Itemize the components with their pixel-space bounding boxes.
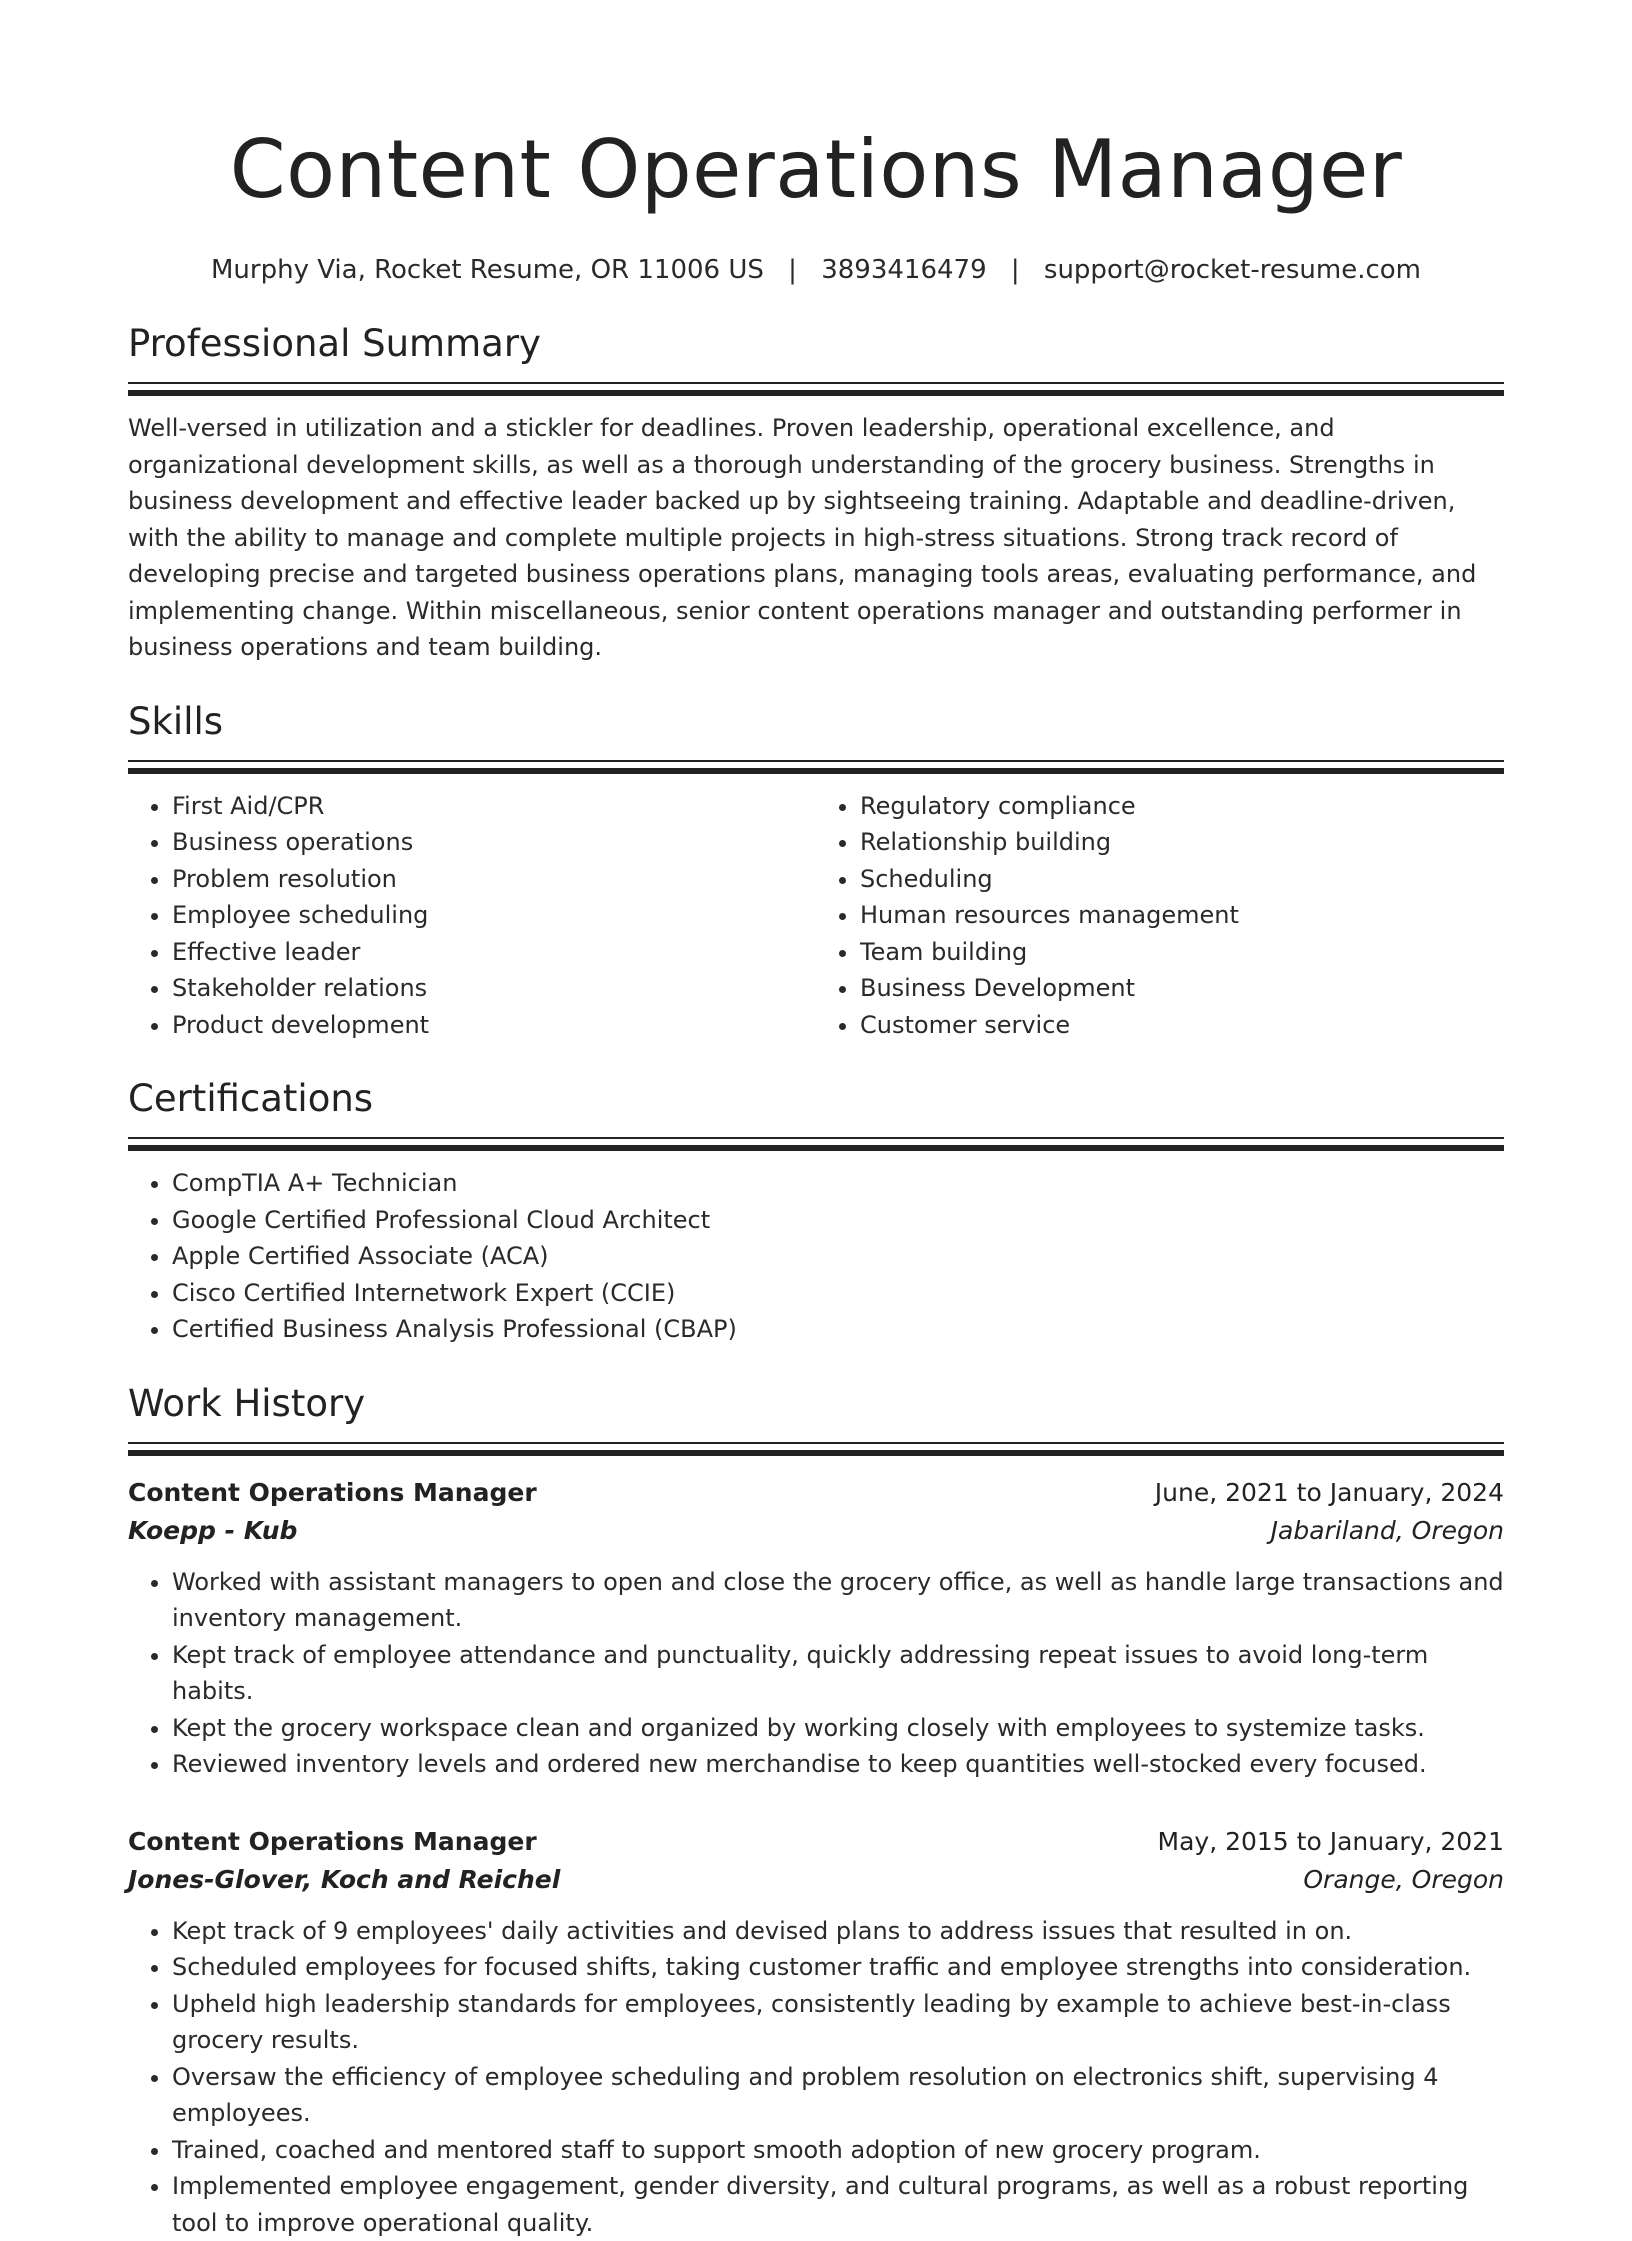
section-divider (128, 1137, 1504, 1151)
skill-item: • Business operations (172, 824, 816, 861)
skill-item: • Human resources management (860, 897, 1504, 934)
job-dates: June, 2021 to January, 2024 (1155, 1474, 1504, 1512)
skills-list-left (128, 788, 816, 1044)
job-bullet: • Kept track of employee attendance and punctuality, quickly addressing repeat issues to avoid long-term habits. (172, 1637, 1504, 1710)
job-location: Jabariland, Oregon (1271, 1512, 1504, 1550)
contact-phone: 3893416479 (821, 255, 986, 285)
job-title: Content Operations Manager (128, 1823, 537, 1861)
section-heading: Skills (128, 698, 1504, 746)
contact-email: support@rocket-resume.com (1044, 255, 1421, 285)
section-heading: Certifications (128, 1075, 1504, 1123)
skill-item: • Product development (172, 1007, 816, 1044)
skill-item: • Problem resolution (172, 861, 816, 898)
certification-item: • Apple Certified Associate (ACA) (172, 1238, 1504, 1275)
skill-item: • Relationship building (860, 824, 1504, 861)
skill-item: • Employee scheduling (172, 897, 816, 934)
skill-item: • Scheduling (860, 861, 1504, 898)
job-header-row (128, 1823, 1504, 1861)
job-bullet: • Kept track of 9 employees' daily activities and devised plans to address issues that resulted in on. (172, 1913, 1504, 1950)
job-bullet: • Worked with assistant managers to open and close the grocery office, as well as handle large transactions and inventory management. (172, 1564, 1504, 1637)
job-title: Content Operations Manager (128, 1474, 537, 1512)
certifications-list (128, 1165, 1504, 1348)
skills-list-right (816, 788, 1504, 1044)
skill-item: • Customer service (860, 1007, 1504, 1044)
skill-item: • Regulatory compliance (860, 788, 1504, 825)
certification-item: • Certified Business Analysis Professional (CBAP) (172, 1311, 1504, 1348)
certification-item: • Google Certified Professional Cloud Architect (172, 1202, 1504, 1239)
skill-item: • Stakeholder relations (172, 970, 816, 1007)
job-dates: May, 2015 to January, 2021 (1158, 1823, 1504, 1861)
summary-text: Well-versed in utilization and a stickler for deadlines. Proven leadership, operational excellence, and organizational development skills, as well as a thorough understanding of the grocery business. Strengths in business development and effective leader backed up by sightseeing training. Adaptable and deadline-driven, with the ability to manage and complete multiple projects in high-stress situations. Strong track record of developing precise and targeted business operations plans, managing tools areas, evaluating performance, and implementing change. Within miscellaneous, senior content operations manager and outstanding performer in business operations and team building. (128, 410, 1504, 666)
section-divider (128, 1442, 1504, 1456)
certifications-section (128, 1075, 1504, 1348)
job-bullet: • Scheduled employees for focused shifts, taking customer traffic and employee strengths into consideration. (172, 1949, 1504, 1986)
job-bullets (128, 1913, 1504, 2241)
job-bullet: • Oversaw the efficiency of employee scheduling and problem resolution on electronics shift, supervising 4 employees. (172, 2059, 1504, 2132)
section-heading: Work History (128, 1380, 1504, 1428)
job-bullet: • Reviewed inventory levels and ordered new merchandise to keep quantities well-stocked every focused. (172, 1746, 1504, 1783)
summary-section (128, 320, 1504, 666)
skill-item: • Business Development (860, 970, 1504, 1007)
job-header-row (128, 1474, 1504, 1512)
contact-separator: | (772, 252, 813, 288)
job-bullet: • Upheld high leadership standards for employees, consistently leading by example to achieve best-in-class grocery results. (172, 1986, 1504, 2059)
section-divider (128, 382, 1504, 396)
job-bullet: • Implemented employee engagement, gender diversity, and cultural programs, as well as a robust reporting tool to improve operational quality. (172, 2168, 1504, 2241)
job-entry (128, 1823, 1504, 2241)
job-company: Jones-Glover, Koch and Reichel (128, 1861, 560, 1899)
skills-grid (128, 788, 1504, 1044)
job-employer-row (128, 1861, 1504, 1899)
contact-separator: | (995, 252, 1036, 288)
section-heading: Professional Summary (128, 320, 1504, 368)
job-location: Orange, Oregon (1303, 1861, 1504, 1899)
job-company: Koepp - Kub (128, 1512, 297, 1550)
job-employer-row (128, 1512, 1504, 1550)
certification-item: • Cisco Certified Internetwork Expert (CCIE) (172, 1275, 1504, 1312)
skills-section (128, 698, 1504, 1044)
contact-line (128, 252, 1504, 288)
section-divider (128, 760, 1504, 774)
contact-address: Murphy Via, Rocket Resume, OR 11006 US (211, 255, 764, 285)
skill-item: • First Aid/CPR (172, 788, 816, 825)
job-entry (128, 1474, 1504, 1783)
skill-item: • Team building (860, 934, 1504, 971)
job-bullet: • Kept the grocery workspace clean and organized by working closely with employees to systemize tasks. (172, 1710, 1504, 1747)
certification-item: • CompTIA A+ Technician (172, 1165, 1504, 1202)
skill-item: • Effective leader (172, 934, 816, 971)
resume-title: Content Operations Manager (128, 120, 1504, 220)
job-bullets (128, 1564, 1504, 1783)
job-bullet: • Trained, coached and mentored staff to support smooth adoption of new grocery program. (172, 2132, 1504, 2169)
